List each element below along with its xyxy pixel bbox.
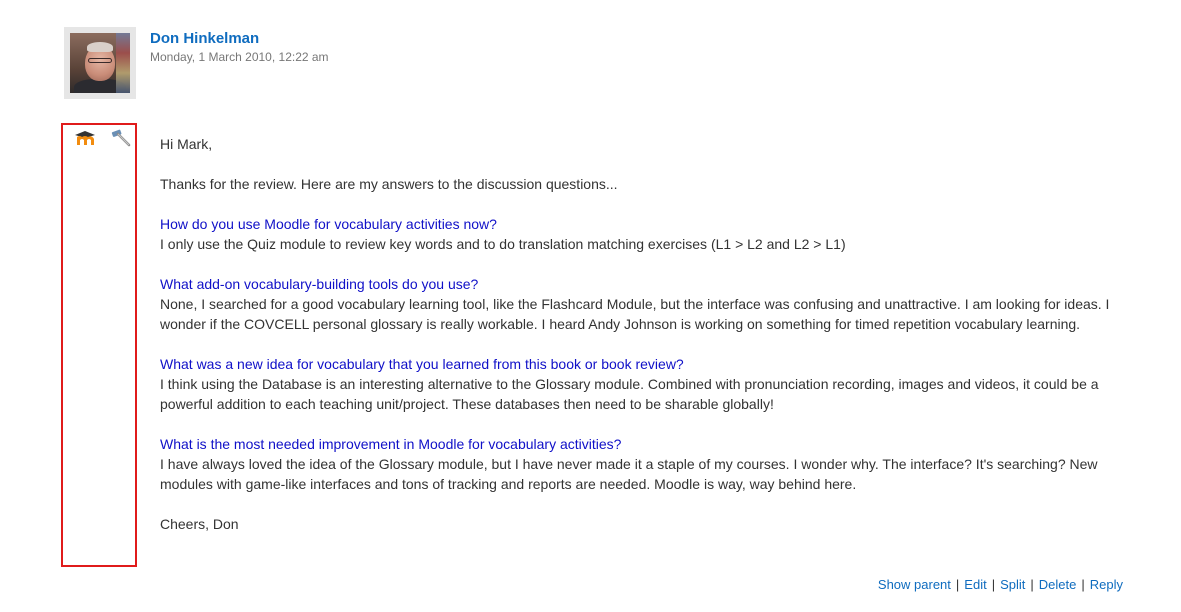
separator: |: [1081, 577, 1085, 592]
question-3: What was a new idea for vocabulary that you learned from this book or book review?: [160, 356, 684, 372]
show-parent-link[interactable]: Show parent: [877, 577, 951, 592]
hammer-tool-icon[interactable]: [110, 128, 132, 148]
separator: |: [991, 577, 996, 592]
greeting: Hi Mark,: [160, 136, 213, 152]
question-2: What add-on vocabulary-building tools do you use?: [160, 276, 479, 292]
edit-link[interactable]: Edit: [964, 577, 987, 592]
post-commands: [878, 577, 1123, 592]
avatar-glasses: [88, 58, 112, 63]
post-content: [160, 134, 1125, 554]
post-date: Monday, 1 March 2010, 12:22 am: [150, 50, 329, 64]
question-4: What is the most needed improvement in Moodle for vocabulary activities?: [160, 436, 622, 452]
avatar-hair: [87, 42, 113, 52]
question-block-4: [160, 434, 1125, 494]
reply-link[interactable]: Reply: [1089, 577, 1123, 592]
question-block-2: [160, 274, 1125, 334]
user-picture[interactable]: [70, 33, 130, 93]
delete-link[interactable]: Delete: [1038, 577, 1077, 592]
answer-2: None, I searched for a good vocabulary learning tool, like the Flashcard Module, but the interface was confusing and unattractive. I am looking for ideas. I wonder if the COVCELL personal glossary is really workable. I heard Andy Johnson is working on something for timed repetition vocabulary learning.: [160, 296, 1110, 332]
answer-1: I only use the Quiz module to review key words and to do translation matching exercises (L1 > L2 and L2 > L1): [160, 236, 846, 252]
moodle-hat-icon[interactable]: [74, 130, 96, 146]
author-name-link[interactable]: Don Hinkelman: [150, 30, 260, 47]
user-badges-highlight: [61, 123, 137, 567]
intro-text: Thanks for the review. Here are my answers to the discussion questions...: [160, 176, 618, 192]
avatar[interactable]: [64, 27, 136, 99]
question-block-3: [160, 354, 1125, 414]
answer-3: I think using the Database is an interesting alternative to the Glossary module. Combined with pronunciation recording, images and videos, it could be a powerful addition to each teaching unit/project. These databases then need to be sharable globally!: [160, 376, 1099, 412]
question-block-1: [160, 214, 1125, 254]
signoff: Cheers, Don: [160, 516, 239, 532]
split-link[interactable]: Split: [1000, 577, 1026, 592]
separator: |: [955, 577, 960, 592]
answer-4: I have always loved the idea of the Glossary module, but I have never made it a staple of my courses. I wonder why. The interface? It's searching? New modules with game-like interfaces and tons of tracking and reports are needed. Moodle is way, way behind here.: [160, 456, 1098, 492]
avatar-background: [116, 33, 130, 93]
separator: |: [1030, 577, 1034, 592]
question-1: How do you use Moodle for vocabulary activities now?: [160, 216, 497, 232]
